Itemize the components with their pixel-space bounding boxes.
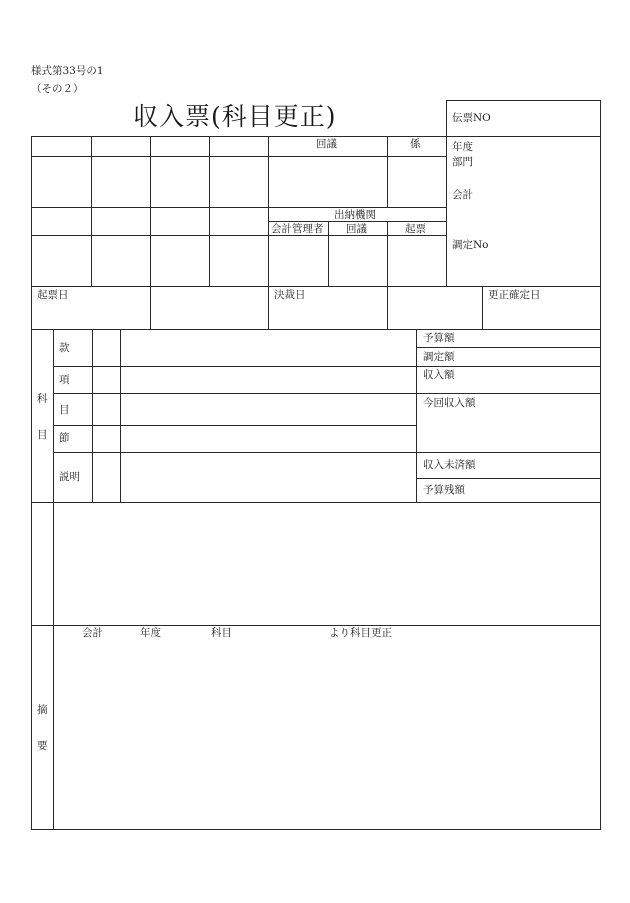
border-line	[120, 329, 121, 502]
border-line	[482, 286, 483, 330]
border-line	[31, 286, 600, 287]
page-title: 収入票(科目更正)	[133, 102, 337, 131]
border-line	[31, 829, 600, 830]
border-line	[53, 329, 54, 830]
border-line	[53, 425, 417, 426]
account-label: 会計	[452, 189, 473, 201]
summary-account-label: 会計	[82, 627, 103, 639]
border-line	[268, 136, 269, 330]
border-line	[53, 393, 600, 394]
border-line	[416, 347, 600, 348]
summary-label-bottom: 要	[37, 740, 48, 752]
form-number: 様式第33号の1	[31, 65, 104, 77]
circulation-label: 回議	[316, 138, 337, 150]
border-line	[92, 329, 93, 502]
border-line	[209, 136, 210, 287]
form-subnumber: （その２）	[31, 83, 84, 95]
border-line	[31, 235, 446, 236]
correction-date-label: 更正確定日	[488, 289, 541, 301]
this-revenue-label: 今回収入額	[423, 397, 476, 409]
border-line	[600, 100, 601, 830]
subject-row-setsu: 節	[59, 432, 70, 444]
revenue-label: 収入額	[423, 369, 455, 381]
summary-year-label: 年度	[140, 627, 161, 639]
budget-remaining-label: 予算残額	[423, 484, 465, 496]
border-line	[53, 366, 600, 367]
subject-row-description: 説明	[59, 471, 80, 483]
border-line	[268, 221, 446, 222]
drafter-label: 起票	[405, 223, 426, 235]
summary-label-top: 摘	[37, 704, 48, 716]
border-line	[31, 136, 32, 830]
decision-date-label: 決裁日	[274, 289, 306, 301]
border-line	[31, 136, 600, 137]
draft-date-label: 起票日	[37, 289, 69, 301]
fiscal-year-label: 年度	[452, 141, 473, 153]
subject-row-moku: 目	[59, 404, 70, 416]
border-line	[31, 625, 600, 626]
border-line	[53, 452, 600, 453]
circulation2-label: 回議	[346, 223, 367, 235]
border-line	[328, 221, 329, 287]
subject-row-kan: 款	[59, 342, 70, 354]
budget-label: 予算額	[423, 332, 455, 344]
adjustment-no-label: 調定No	[452, 239, 489, 251]
border-line	[31, 156, 446, 157]
unreceived-label: 収入未済額	[423, 459, 476, 471]
summary-correction-label: より科目更正	[329, 627, 392, 639]
department-label: 部門	[452, 156, 473, 168]
border-line	[31, 207, 446, 208]
summary-subject-label: 科目	[211, 627, 232, 639]
staff-label: 係	[410, 138, 421, 150]
border-line	[31, 329, 600, 330]
border-line	[446, 100, 447, 287]
accounting-manager-label: 会計管理者	[271, 223, 324, 235]
adjusted-label: 調定額	[423, 351, 455, 363]
border-line	[150, 136, 151, 330]
border-line	[91, 136, 92, 287]
border-line	[31, 502, 600, 503]
voucher-no-label: 伝票NO	[452, 112, 491, 124]
subject-section-label-bottom: 目	[37, 429, 48, 441]
subject-row-kou: 項	[59, 374, 70, 386]
border-line	[416, 329, 417, 502]
border-line	[387, 136, 388, 208]
disbursing-agency-label: 出納機関	[334, 209, 376, 221]
border-line	[387, 221, 388, 330]
border-line	[416, 478, 600, 479]
subject-section-label-top: 科	[37, 393, 48, 405]
border-line	[446, 100, 600, 101]
